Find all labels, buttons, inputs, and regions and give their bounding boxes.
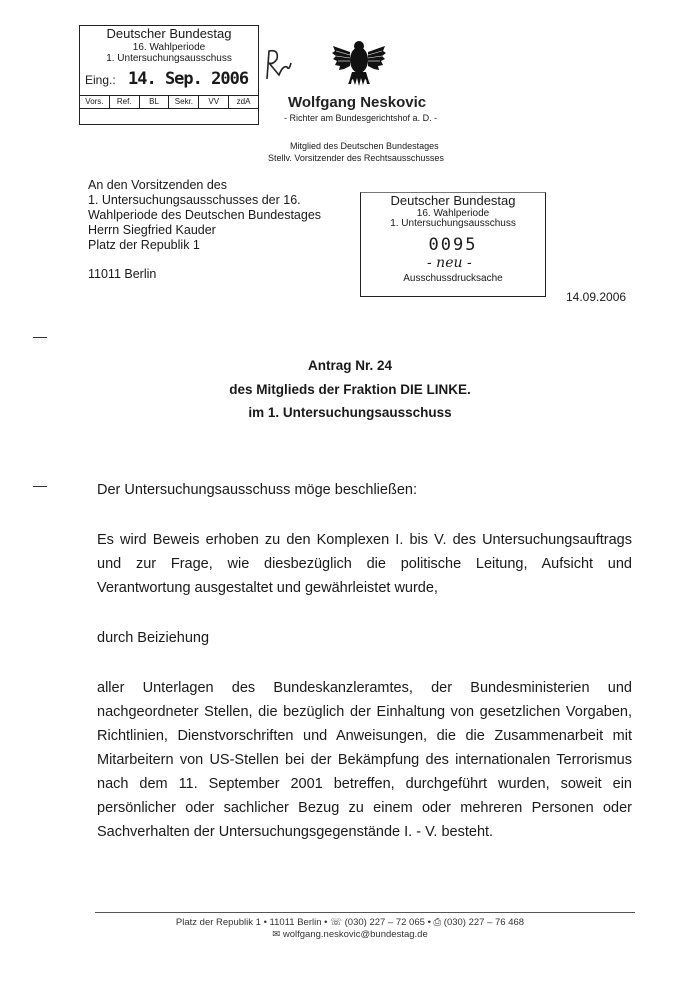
stamp-committee: 1. Untersuchungsausschuss: [106, 53, 232, 64]
phone-icon: ☏: [330, 917, 342, 928]
stamp-committee: 1. Untersuchungsausschuss: [390, 218, 516, 229]
footer-city: 11011 Berlin: [269, 917, 322, 928]
body-paragraph: Der Untersuchungsausschuss möge beschließen:: [97, 482, 417, 498]
stamp-title: Deutscher Bundestag: [390, 193, 516, 208]
fold-mark: [33, 337, 47, 338]
stamp-document-number: 0095: [428, 235, 478, 255]
recipient-address-line: Wahlperiode des Deutschen Bundestages: [88, 208, 322, 222]
sender-name: Wolfgang Neskovic: [288, 94, 427, 111]
footer-fax: (030) 227 – 76 468: [443, 917, 525, 928]
fax-icon: ⎙: [433, 917, 442, 928]
handwritten-initials: [261, 45, 297, 83]
stamp-title: Deutscher Bundestag: [106, 26, 232, 41]
footer-contact: Platz der Republik 1 • 11011 Berlin • ☏ (030) 227 – 72 065 • ⎙ (030) 227 – 76 468: [175, 917, 525, 928]
email-icon: ✉: [272, 929, 281, 940]
routing-code: Sekr.: [169, 96, 199, 108]
sender-subtitle: - Richter am Bundesgerichtshof a. D. -: [284, 113, 438, 123]
footer-address: Platz der Republik 1: [175, 917, 261, 928]
motion-origin: des Mitglieds der Fraktion DIE LINKE.: [229, 382, 471, 397]
body-paragraph: Es wird Beweis erhoben zu den Komplexen I. bis V. des Untersuchungsauftrags und zur Frage, wie diesbezüglich die politische Leitung, Aufsicht und Verantwortung ausgestaltet und gewährleistet wurde,: [97, 532, 632, 596]
footer-phone: (030) 227 – 72 065: [344, 917, 425, 928]
recipient-address-line: An den Vorsitzenden des: [88, 178, 227, 192]
document-number-stamp: [360, 192, 546, 297]
recipient-address-line: Herrn Siegfried Kauder: [88, 223, 216, 237]
routing-code: zdA: [236, 97, 251, 106]
footer-email: wolfgang.neskovic@bundestag.de: [282, 929, 428, 940]
stamp-eing-label: Eing.:: [85, 73, 116, 87]
routing-code: Ref.: [110, 96, 140, 108]
recipient-address-line: Platz der Republik 1: [88, 238, 200, 252]
sender-role-member: Mitglied des Deutschen Bundestages: [290, 141, 439, 151]
motion-number: Antrag Nr. 24: [307, 358, 393, 373]
routing-code: BL: [140, 96, 170, 108]
body-paragraph: durch Beiziehung: [97, 630, 210, 646]
punch-mark: [33, 486, 47, 487]
routing-code: VV: [199, 96, 229, 108]
footer-email-line: [0, 929, 700, 940]
letter-date: 14.09.2006: [566, 290, 627, 304]
footer-divider: [95, 912, 635, 913]
recipient-address-line: 1. Untersuchungsausschusses der 16.: [88, 193, 301, 207]
stamp-handwritten-note: - neu -: [427, 255, 472, 271]
motion-committee: im 1. Untersuchungsausschuss: [248, 405, 452, 420]
stamp-document-label: Ausschussdrucksache: [403, 273, 503, 284]
stamp-period: 16. Wahlperiode: [416, 208, 490, 219]
stamp-received-date: 14. Sep. 2006: [128, 69, 249, 89]
federal-eagle-logo: [331, 38, 387, 90]
body-paragraph: aller Unterlagen des Bundeskanzleramtes, der Bundesministerien und nachgeordneter Stellen, die bezüglich der Einhaltung von gesetzlichen Vorgaben, Richtlinien, Dienstvorschriften und Anweisungen, die die Zusammenarbeit mit Mitarbeitern von US-Stellen bei der Bekämpfung des internationalen Terrorismus nach dem 11. September 2001 betreffen, durchgeführt wurden, soweit ein persönlicher oder sachlicher Bezug zu einem oder mehreren Personen oder Sachverhalten der Untersuchungsgegenstände I. - V. besteht.: [97, 680, 632, 840]
stamp-period: 16. Wahlperiode: [132, 42, 206, 53]
stamp-routing-codes: [80, 96, 258, 109]
received-stamp: [79, 25, 259, 125]
sender-role-committee: Stellv. Vorsitzender des Rechtsausschusses: [268, 153, 444, 163]
routing-code: Vors.: [80, 96, 110, 108]
recipient-city: 11011 Berlin: [88, 267, 157, 281]
